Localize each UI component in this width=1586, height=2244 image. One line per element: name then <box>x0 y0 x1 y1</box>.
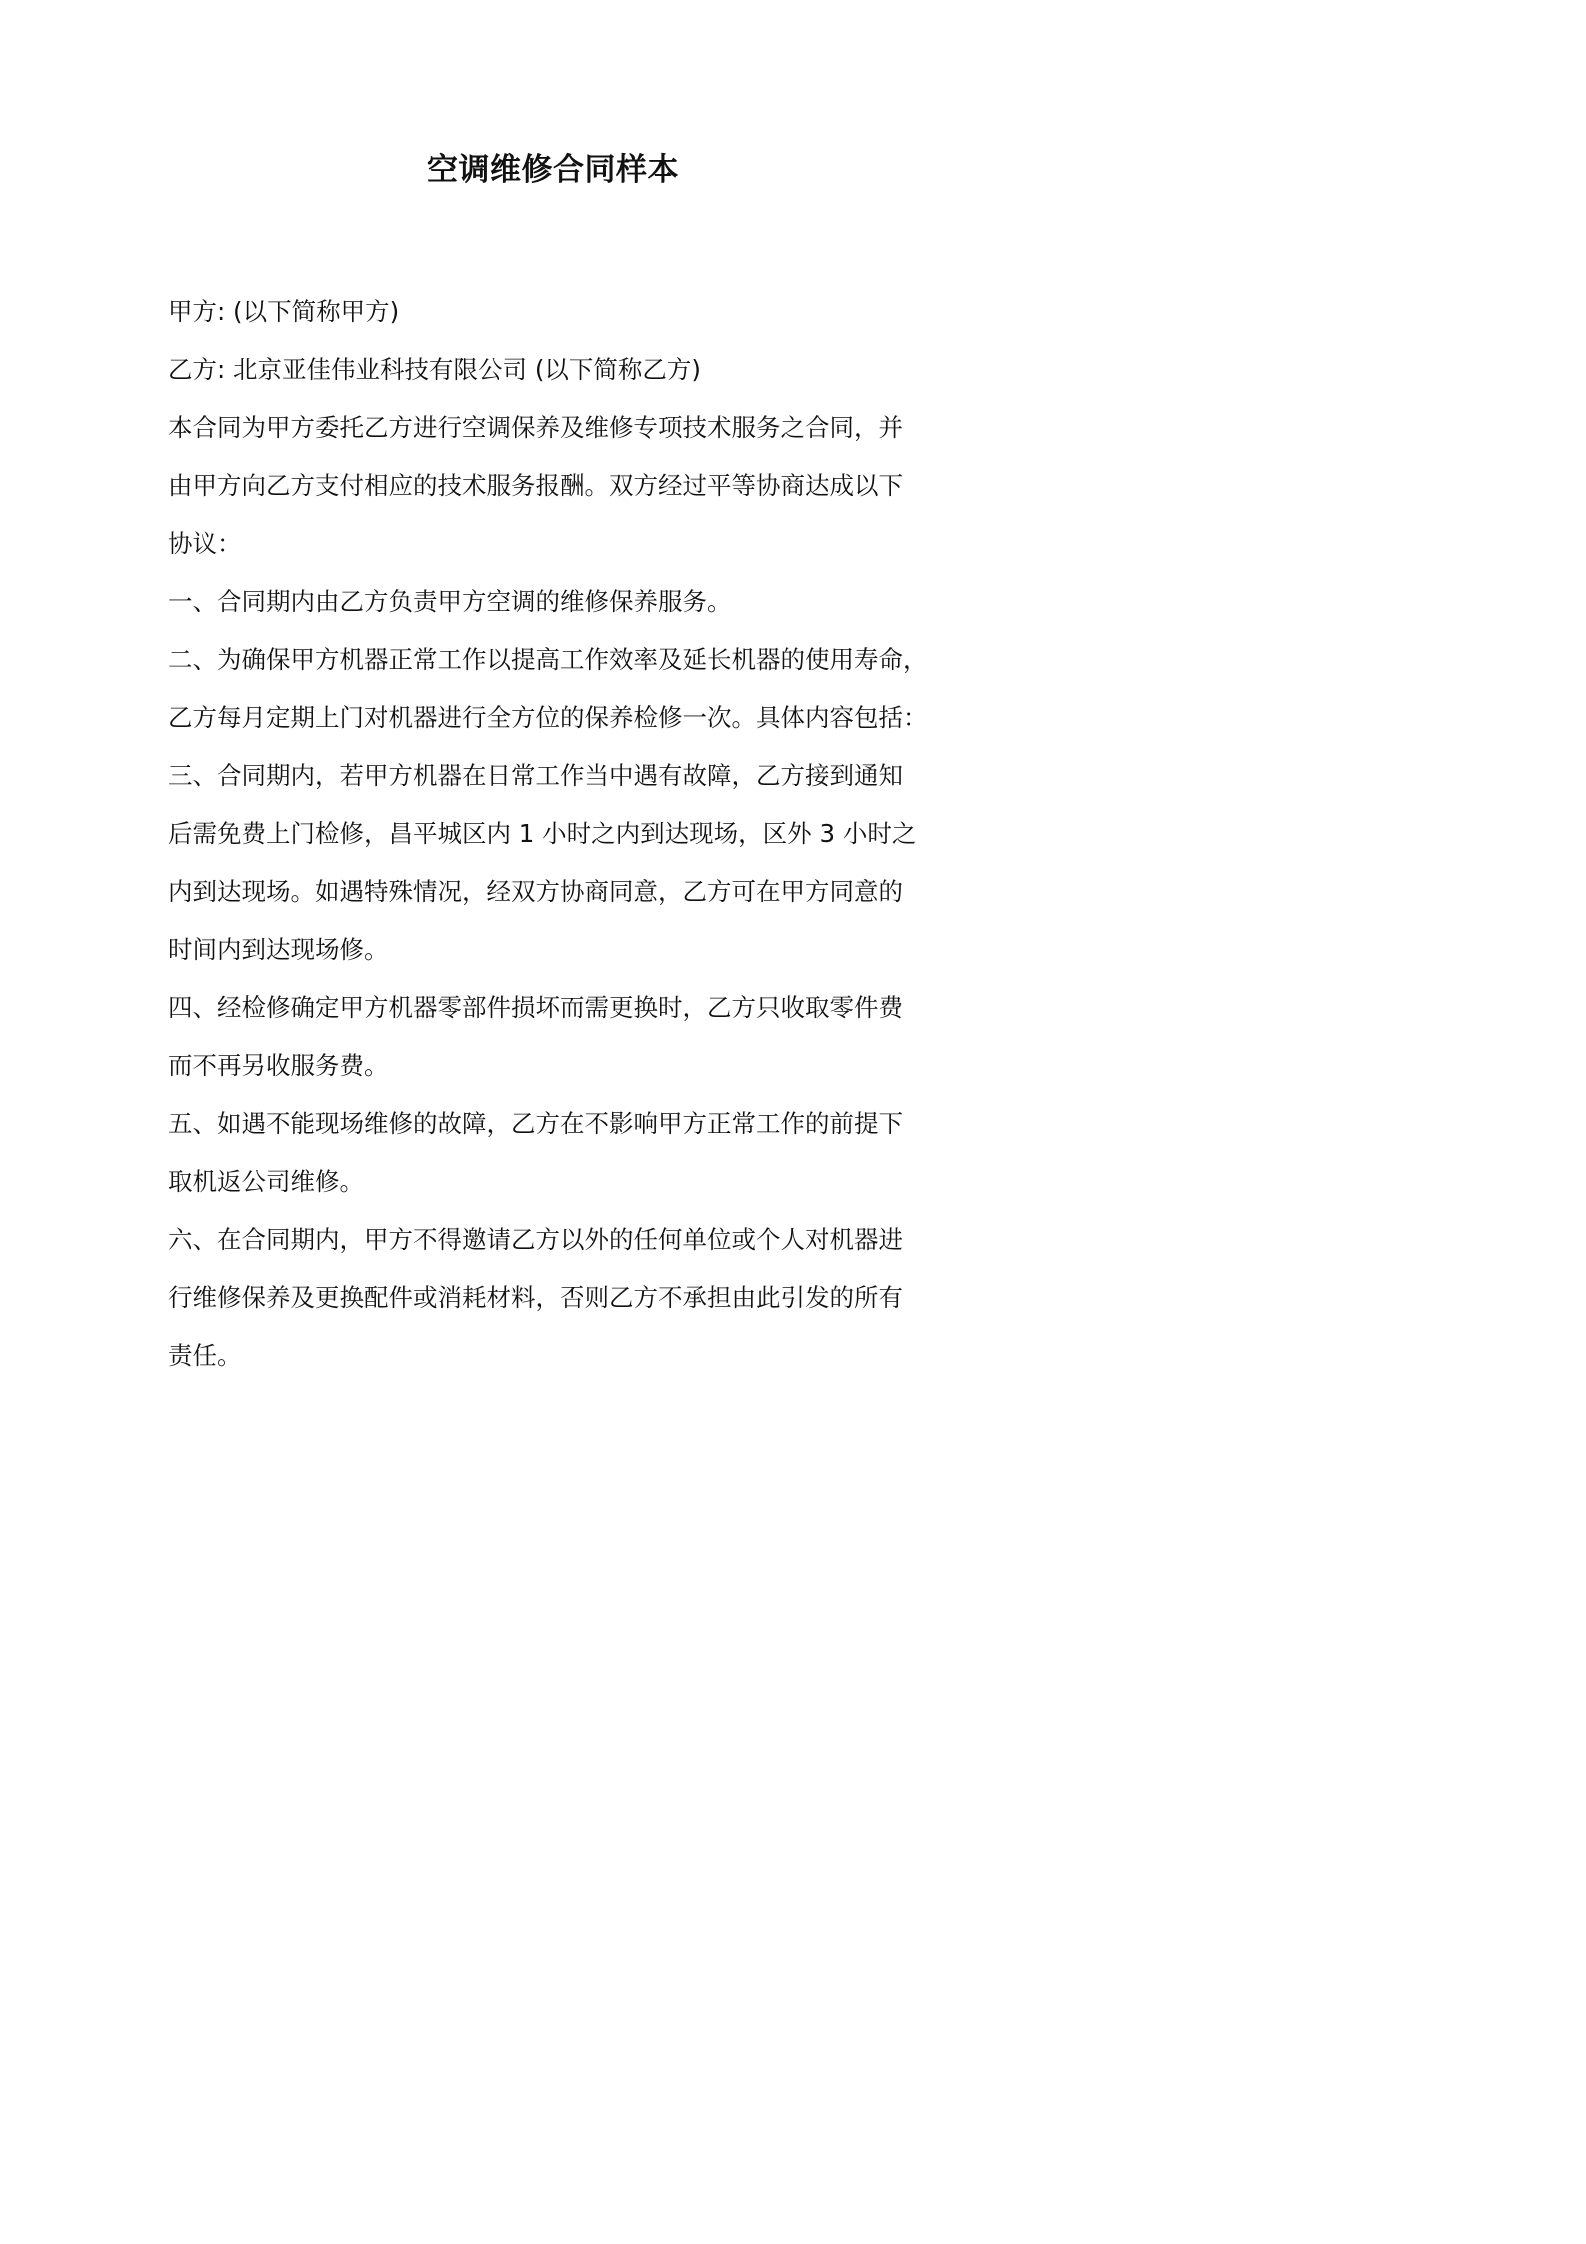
document-title: 空调维修合同样本 <box>427 152 679 188</box>
clause-5-line: 取机返公司维修。 <box>168 1167 364 1196</box>
clause-3-line: 三、合同期内，若甲方机器在日常工作当中遇有故障，乙方接到通知 <box>168 761 903 790</box>
clause-6-line: 六、在合同期内，甲方不得邀请乙方以外的任何单位或个人对机器进 <box>168 1225 903 1254</box>
clause-6-line: 责任。 <box>168 1341 242 1370</box>
clause-5-line: 五、如遇不能现场维修的故障，乙方在不影响甲方正常工作的前提下 <box>168 1109 903 1138</box>
intro-line: 本合同为甲方委托乙方进行空调保养及维修专项技术服务之合同，并 <box>168 413 903 442</box>
intro-line: 由甲方向乙方支付相应的技术服务报酬。双方经过平等协商达成以下 <box>168 471 903 500</box>
party-b-line: 乙方: 北京亚佳伟业科技有限公司 (以下简称乙方) <box>168 355 701 384</box>
clause-3-line: 内到达现场。如遇特殊情况，经双方协商同意，乙方可在甲方同意的 <box>168 877 903 906</box>
clause-3-line: 后需免费上门检修，昌平城区内 1 小时之内到达现场，区外 3 小时之 <box>168 819 917 848</box>
clause-6-line: 行维修保养及更换配件或消耗材料，否则乙方不承担由此引发的所有 <box>168 1283 903 1312</box>
document-page <box>0 0 1106 1566</box>
clause-4-line: 四、经检修确定甲方机器零部件损坏而需更换时，乙方只收取零件费 <box>168 993 903 1022</box>
clause-3-line: 时间内到达现场修。 <box>168 935 389 964</box>
party-a-line: 甲方: (以下简称甲方) <box>168 297 400 326</box>
clause-1-line: 一、合同期内由乙方负责甲方空调的维修保养服务。 <box>168 587 732 616</box>
clause-2-line: 乙方每月定期上门对机器进行全方位的保养检修一次。具体内容包括： <box>168 703 928 732</box>
document-body <box>168 283 944 1385</box>
intro-line: 协议： <box>168 529 242 558</box>
clause-2-line: 二、为确保甲方机器正常工作以提高工作效率及延长机器的使用寿命， <box>168 645 928 674</box>
clause-4-line: 而不再另收服务费。 <box>168 1051 389 1080</box>
